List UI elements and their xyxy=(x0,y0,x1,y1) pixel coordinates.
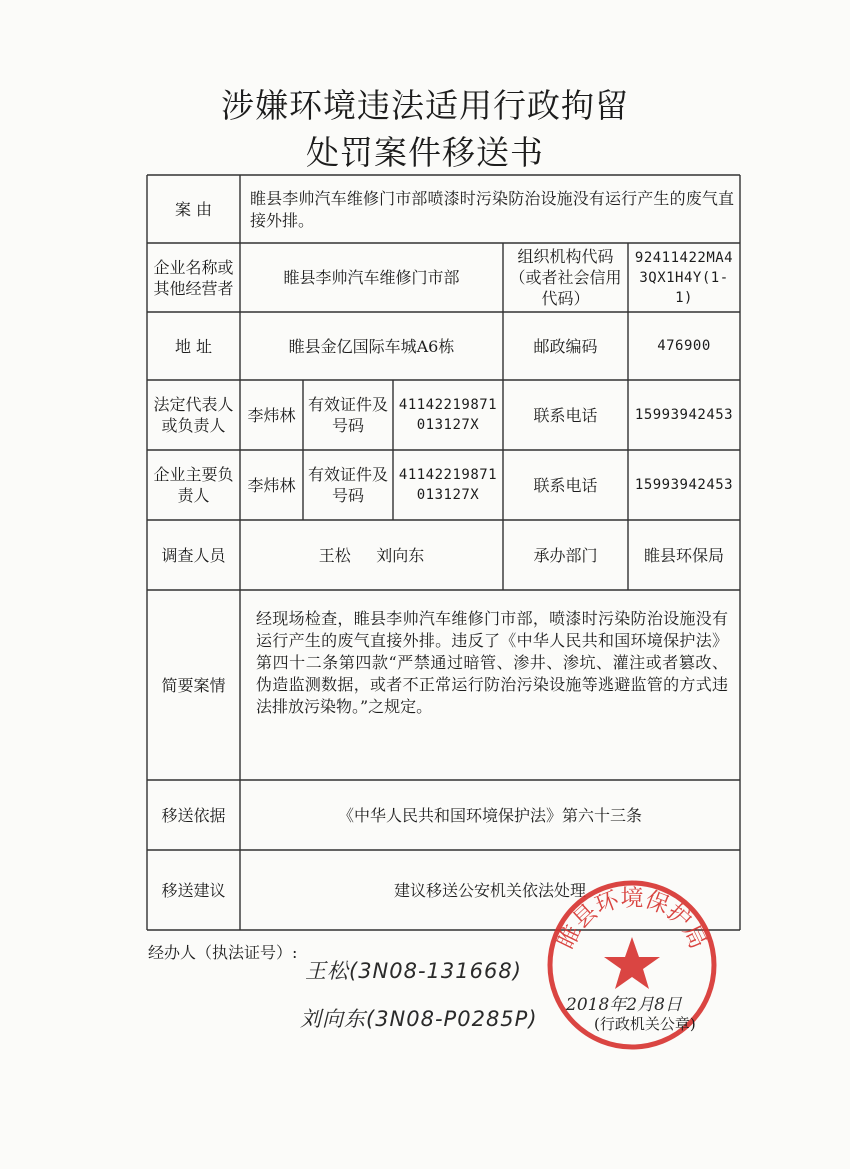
address-label: 地 址 xyxy=(174,336,213,356)
enterprise-value: 睢县李帅汽车维修门市部 xyxy=(283,268,460,287)
handler-signature-2: 刘向东(3N08-P0285P) xyxy=(300,1007,538,1031)
manager-name: 李炜林 xyxy=(247,475,296,495)
manager-label: 企业主要负责人 xyxy=(153,465,234,505)
summary-text: 经现场检查，睢县李帅汽车维修门市部，喷漆时污染防治设施没有运行产生的废气直接外排。违反了《中华人民共和国环境保护法》第四十二条第四款“严禁通过暗管、渗井、渗坑、灌注或者篡改、伪造监测数据，或者不正常运行防治污染设施等逃避监管的方式违法排放污染物。”之规定。 xyxy=(256,609,728,716)
basis-value: 《中华人民共和国环境保护法》第六十三条 xyxy=(337,805,642,825)
manager-id-label: 有效证件及号码 xyxy=(307,465,388,505)
legal-rep-id-label: 有效证件及号码 xyxy=(307,395,388,435)
legal-rep-label: 法定代表人或负责人 xyxy=(153,395,234,435)
case-cause-label: 案 由 xyxy=(174,199,213,219)
org-code-label: 组织机构代码（或者社会信用代码） xyxy=(509,247,622,308)
basis-label: 移送依据 xyxy=(161,805,226,825)
handling-dept-value: 睢县环保局 xyxy=(643,545,724,565)
org-code-value: 92411422MA43QX1H4Y(1-1) xyxy=(634,249,734,306)
postal-code-value: 476900 xyxy=(657,338,711,354)
legal-rep-phone-value: 15993942453 xyxy=(634,407,734,423)
suggestion-value: 建议移送公安机关依法处理 xyxy=(393,880,586,900)
investigators-label: 调查人员 xyxy=(161,545,226,565)
address-value: 睢县金亿国际车城A6栋 xyxy=(288,336,455,356)
seal-text: 睢县环境保护局 xyxy=(553,885,711,954)
enterprise-label: 企业名称或其他经营者 xyxy=(153,257,234,298)
legal-rep-phone-label: 联系电话 xyxy=(533,405,598,425)
investigators-value: 王松 刘向东 xyxy=(318,545,425,565)
seal-star-icon xyxy=(604,937,660,989)
manager-id-value: 41142219871013127X xyxy=(398,467,498,503)
postal-code-label: 邮政编码 xyxy=(533,336,598,356)
case-cause-value: 睢县李帅汽车维修门市部喷漆时污染防治设施没有运行产生的废气直接外排。 xyxy=(250,189,734,230)
document-title-line1: 涉嫌环境违法适用行政拘留 xyxy=(221,86,629,125)
legal-rep-name: 李炜林 xyxy=(247,405,296,425)
manager-phone-label: 联系电话 xyxy=(533,475,598,495)
handling-dept-label: 承办部门 xyxy=(533,545,598,565)
handler-label: 经办人（执法证号）: xyxy=(148,943,298,962)
document-title-line2: 处罚案件移送书 xyxy=(306,133,544,172)
handler-signature-1: 王松(3N08-131668) xyxy=(305,959,522,983)
stamp-date: 2018年2月8日 xyxy=(566,995,682,1015)
suggestion-label: 移送建议 xyxy=(161,880,226,900)
summary-label: 简要案情 xyxy=(161,675,226,695)
manager-phone-value: 15993942453 xyxy=(634,477,734,493)
legal-rep-id-value: 41142219871013127X xyxy=(398,397,498,433)
office-seal-label: (行政机关公章) xyxy=(594,1015,696,1033)
